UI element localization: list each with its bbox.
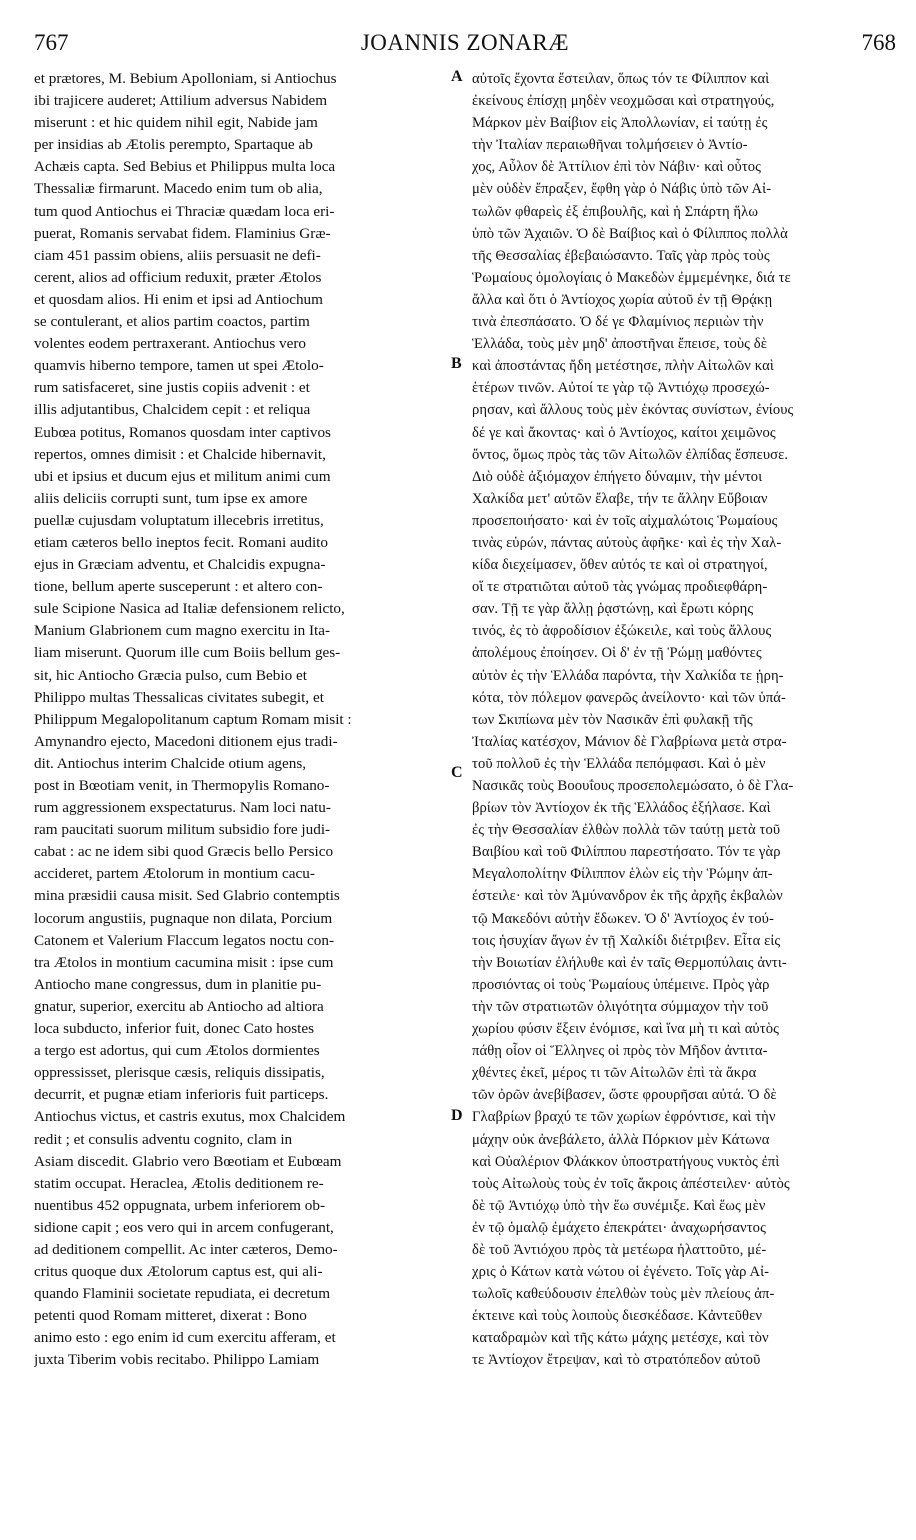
text-line: ἑτέρων τινῶν. Αὐτοί τε γὰρ τῷ Ἀντιόχῳ προσεχώ- — [472, 380, 770, 397]
text-line: ἐν τῷ ὁμαλῷ ἐμάχετο ἐπεκράτει· ἀναχωρήσαντος — [472, 1219, 766, 1236]
text-line: ὑπὸ τῶν Ἀχαιῶν. Ὁ δὲ Βαίβιος καὶ ὁ Φίλιππος πολλὰ — [472, 225, 788, 242]
text-line: volentes eodem pertraxerant. Antiochus vero — [34, 335, 307, 353]
text-line: δὲ τοῦ Ἀντιόχου πρὸς τὰ μετέωρα ἡλαττοῦτο, μέ- — [472, 1241, 767, 1258]
text-line: Νασικᾶς τοὺς Βοουΐους προσεπολεμώσατο, ὁ δὲ Γλα- — [472, 778, 794, 794]
text-line: Ἑλλάδα, τοὺς μὲν μηδ' ἀποστῆναι ἔπεισε, τοὺς δὲ — [472, 336, 768, 353]
text-line: rum aggressionem exspectaturus. Nam loci natu- — [34, 799, 331, 817]
text-line: statim occupat. Heraclea, Ætolis deditionem re- — [34, 1174, 324, 1192]
text-line: ἄλλα καὶ ὅτι ὁ Ἀντίοχος χωρία αὐτοῦ ἐν τῇ Θρᾴκῃ — [472, 291, 773, 308]
text-line: Amynandro ejecto, Macedoni ditionem ejus tradi- — [34, 732, 338, 750]
text-line: accideret, partem Ætolorum in montium cacu- — [34, 865, 315, 883]
text-line: animo esto : ego enim id cum exercitu afferam, et — [34, 1329, 336, 1347]
page-header — [34, 30, 896, 66]
text-line: δέ γε καὶ ἄκοντας· καὶ ὁ Ἀντίοχος, καίτοι χειμῶνος — [472, 424, 776, 441]
text-line: σαν. Τῇ τε γὰρ ἄλλῃ ῥᾳστώνῃ, καὶ ἔρωτι κόρης — [472, 601, 754, 618]
text-line: puellæ cujusdam voluptatum illecebris irretitus, — [34, 511, 324, 529]
text-line: petenti quod Romam mitteret, dixerat : Bono — [34, 1307, 307, 1325]
text-line: καὶ ἀποστάντας ἤδη μετέστησε, πλὴν Αἰτωλῶν καὶ — [472, 358, 774, 375]
text-line: rum satisfaceret, sine justis copiis advenit : et — [34, 379, 310, 397]
text-line: oppressisset, plerisque cæsis, reliquis dissipatis, — [34, 1064, 325, 1082]
text-line: ibi trajicere auderet; Attilium adversus Nabidem — [34, 92, 328, 110]
latin-column — [34, 68, 446, 1372]
text-line: tum quod Antiochus ei Thraciæ quædam loca eri- — [34, 202, 335, 220]
text-line: χωρίου φύσιν ἕξειν ἐνόμισε, καὶ ἵνα μὴ τι καὶ αὐτὸς — [472, 1021, 780, 1038]
text-line: repertos, omnes dimisit : et Chalcide hibernavit, — [34, 445, 326, 463]
text-line: et prætores, M. Bebium Apolloniam, si Antiochus — [34, 70, 337, 87]
section-marker-b: B — [451, 355, 462, 372]
text-line: δὲ τῷ Ἀντιόχῳ ὑπὸ τὴν ἕω συνέμιξε. Καὶ ἕως μὲν — [472, 1197, 766, 1214]
text-line: χθέντες ἐκεῖ, μέρος τι τῶν Αἰτωλῶν ἐπὶ τὰ ἄκρα — [472, 1065, 757, 1082]
text-line: Manium Glabrionem cum magno exercitu in Ita- — [34, 622, 331, 640]
text-line: quando Flaminii societate repudiata, ei decretum — [34, 1285, 331, 1303]
right-page-number: 768 — [861, 30, 896, 55]
section-marker-a: A — [451, 68, 463, 85]
text-line: loca subducto, inferior fuit, donec Cato hostes — [34, 1020, 315, 1038]
text-line: nuentibus 452 oppugnata, urbem inferiorem ob- — [34, 1196, 326, 1214]
text-line: sule Scipione Nasica ad Italiæ defensionem relicto, — [34, 600, 345, 618]
text-line: τὴν Βοιωτίαν ἐλήλυθε καὶ ἐν ταῖς Θερμοπύλαις ἀντι- — [472, 954, 787, 971]
text-line: μὲν οὐδὲν ἔπραξεν, ἔφθη γὰρ ὁ Νάβις ὑπὸ τῶν Αἰ- — [472, 181, 772, 198]
text-line: καὶ Οὐαλέριον Φλάκκον ὑποστρατήγους νυκτὸς ἐπὶ — [472, 1153, 780, 1170]
text-line: τινὰς εὑρών, πάντας αὐτοὺς ἀφῆκε· καὶ ἐς τὴν Χαλ- — [472, 534, 782, 551]
text-line: ἀπολέμους ἐποίησεν. Οἱ δ' ἐν τῇ Ῥώμῃ μαθόντες — [472, 645, 762, 662]
text-line: decurrit, et pugnæ etiam inferioris fuit particeps. — [34, 1086, 329, 1104]
text-line: Ἰταλίας κατέσχον, Μάνιον δὲ Γλαβρίωνα μετὰ στρα- — [472, 733, 787, 750]
text-line: τινός, ἐς τὸ ἀφροδίσιον ἐξώκειλε, καὶ τοὺς ἄλλους — [472, 623, 772, 640]
text-line: juxta Tiberim vobis recitabo. Philippo Lamiam — [34, 1351, 320, 1369]
text-line: Μεγαλοπολίτην Φίλιππον ἑλὼν εἰς τὴν Ῥώμην ἀπ- — [472, 866, 773, 883]
text-line: χος, Αὖλον δὲ Ἀττίλιον ἐπὶ τὸν Νάβιν· καὶ οὗτος — [472, 159, 762, 176]
text-line: quamvis hiberno tempore, tamen ut spei Ætolo- — [34, 357, 324, 375]
text-line: redit ; et consulis adventu cognito, clam in — [34, 1130, 293, 1148]
text-line: liam miserunt. Quorum ille cum Boiis bellum ges- — [34, 644, 341, 662]
text-line: sidione capit ; eos vero qui in arcem confugerant, — [34, 1218, 334, 1236]
text-line: καταδραμὼν καὶ τῆς κάτω μάχης μετέσχε, καὶ τὸν — [472, 1330, 769, 1347]
text-line: ἐκείνους ἐπίσχῃ μηδὲν νεοχμῶσαι καὶ στρατηγούς, — [472, 93, 775, 110]
text-line: προσιόντας οἱ τοὺς Ῥωμαίους ὑπέμεινε. Πρὸς γὰρ — [472, 976, 770, 993]
text-line: ram paucitati suorum militum subsidio fore judi- — [34, 821, 331, 839]
text-line: κίδα διεχείμασεν, ὅθεν αὐτός τε καὶ οἱ στρατηγοί, — [472, 557, 768, 574]
text-line: sit, hic Antiocho Græcia pulso, cum Bebio et — [34, 666, 307, 684]
text-line: Βαιβίου καὶ τοῦ Φιλίππου παρεστήσατο. Τόν τε γὰρ — [472, 844, 781, 861]
section-marker-d: D — [451, 1107, 463, 1124]
text-line: tra Ætolos in montium cacumina misit : ipse cum — [34, 953, 334, 971]
text-line: dit. Antiochus interim Chalcide otium agens, — [34, 754, 307, 772]
text-line: έκτεινε καὶ τοὺς λοιποὺς διεσκέδασε. Κἀντεῦθεν — [472, 1308, 763, 1325]
text-line: mina præsidii causa misit. Sed Glabrio contemptis — [34, 887, 340, 905]
text-line: τοις ἡσυχίαν ἄγων ἐν τῇ Χαλκίδι διέτριβεν. Εἶτα εἰς — [472, 932, 781, 949]
text-line: Antiocho mane congressus, dum in planitie pu- — [34, 975, 322, 993]
text-line: ρησαν, καὶ ἄλλους τοὺς μὲν ἑκόντας συνίστων, ἐνίους — [472, 402, 794, 419]
text-line: illis adjutantibus, Chalcidem cepit : et reliqua — [34, 401, 311, 419]
text-line: per insidias ab Ætolis perempto, Spartaque ab — [34, 136, 313, 154]
text-line: ciam 451 passim obiens, aliis persuasit ne defi- — [34, 246, 321, 264]
text-line: τωλοῖς καθεύδουσιν ἐπελθὼν τοὺς μὲν πλείους ἀπ- — [472, 1286, 775, 1303]
text-line: Achæis capta. Sed Bebius et Philippus multa loca — [34, 158, 336, 176]
greek-column — [472, 68, 882, 1372]
text-line: τινὰ ἐπεσπάσατο. Ὁ δέ γε Φλαμίνιος περιιὼν τὴν — [472, 314, 764, 331]
text-line: ubi et ipsius et ducum ejus et militum animi cum — [34, 467, 331, 485]
text-line: των Σκιπίωνα μὲν τὸν Νασικᾶν ἐπὶ φυλακῇ τῆς — [472, 711, 753, 728]
text-line: βρίων τὸν Ἀντίοχον ἐκ τῆς Ἑλλάδος ἐξήλασε. Καὶ — [472, 800, 771, 817]
text-line: Διὸ οὐδὲ ἀξιόμαχον ἐπήγετο δύναμιν, τὴν μέντοι — [472, 468, 763, 485]
text-line: Ῥωμαίους ὁμολογίαις ὁ Μακεδὼν ἐμμεμένηκε, διά τε — [472, 269, 791, 286]
running-title: JOANNIS ZONARÆ — [360, 30, 570, 55]
text-line: locorum angustiis, pugnaque non dilata, Porcium — [34, 909, 333, 927]
text-line: et quosdam alios. Hi enim et ipsi ad Antiochum — [34, 290, 323, 308]
text-line: ὄντος, ὅμως πρὸς τὰς τῶν Αἰτωλῶν ἐλπίδας ἔσπευσε. — [472, 446, 789, 463]
text-line: aliis deliciis corrupti sunt, tum ipse ex amore — [34, 489, 308, 507]
text-line: τῶν ὀρῶν ἀνεβίβασεν, ὥστε φρουρῆσαι αὐτά. Ὁ δὲ — [472, 1087, 777, 1104]
text-line: a tergo est adortus, qui cum Ætolos dormientes — [34, 1042, 320, 1060]
text-line: Catonem et Valerium Flaccum legatos noctu con- — [34, 931, 335, 949]
text-line: ejus in Græciam adventu, et Chalcidis expugna- — [34, 556, 326, 574]
text-line: puerat, Romanis servabat fidem. Flaminius Græ- — [34, 224, 331, 242]
text-line: αὐτὸν ἐς τὴν Ἑλλάδα παρόντα, τὴν Χαλκίδα τε ᾑρη- — [472, 667, 784, 684]
text-line: οἵ τε στρατιῶται αὐτοῦ τὰς γνώμας προδιεφθάρη- — [472, 579, 768, 596]
text-line: Philippum Megalopolitanum captum Romam misit : — [34, 710, 352, 728]
text-line: cabat : ac ne idem sibi quod Græcis bello Persico — [34, 843, 334, 861]
text-line: etiam cæteros bello ineptos fecit. Romani audito — [34, 533, 328, 551]
text-line: post in Bœotiam venit, in Thermopylis Romano- — [34, 777, 330, 794]
text-line: τε Ἀντίοχον ἔτρεψαν, καὶ τὸ στρατόπεδον αὐτοῦ — [472, 1352, 761, 1369]
left-page-number: 767 — [34, 30, 69, 55]
section-marker-c: C — [451, 764, 463, 781]
text-line: πάθῃ οἷον οἱ Ἕλληνες οἱ πρὸς τὸν Μῆδον ἀντιτα- — [472, 1043, 768, 1060]
text-line: Philippo multas Thessalicas civitates subegit, et — [34, 688, 324, 706]
text-line: έστειλε· καὶ τὸν Ἀμύνανδρον ἐκ τῆς ἀρχῆς ἐκβαλὼν — [472, 888, 783, 905]
text-line: τὴν Ἰταλίαν περαιωθῆναι τολμήσειεν ὁ Ἀντίο- — [472, 137, 748, 154]
text-line: Γλαβρίων βραχύ τε τῶν χωρίων ἐφρόντισε, καὶ τὴν — [472, 1109, 776, 1126]
text-line: gnatur, superior, exercitu ab Antiocho ad altiora — [34, 997, 324, 1015]
text-line: Asiam discedit. Glabrio vero Bœotiam et Eubœam — [34, 1152, 342, 1170]
text-line: μάχην οὐκ ἀνεβάλετο, ἀλλὰ Πόρκιον μὲν Κάτωνα — [472, 1131, 770, 1148]
text-line: χρις ὁ Κάτων κατὰ νώτου οἱ ἐγένετο. Τοῖς γὰρ Αἰ- — [472, 1264, 770, 1281]
text-line: cerent, alios ad officium reduxit, præter Ætolos — [34, 268, 322, 286]
text-line: se contulerant, et alios partim coactos, partim — [34, 313, 310, 331]
text-line: προσεποιήσατο· καὶ ἐν τοῖς αἰχμαλώτοις Ῥωμαίους — [472, 512, 778, 529]
text-line: ad deditionem compellit. Ac inter cæteros, Demo- — [34, 1240, 338, 1258]
text-line: αὐτοῖς ἔχοντα ἔστειλαν, ὅπως τόν τε Φίλιππον καὶ — [472, 71, 770, 87]
text-line: Thessaliæ firmarunt. Macedo enim tum ob alia, — [34, 180, 323, 198]
text-line: critus quoque dux Ætolorum captus est, qui ali- — [34, 1263, 323, 1281]
text-line: ἐς τὴν Θεσσαλίαν ἐλθὼν πολλὰ τῶν ταύτῃ μετὰ τοῦ — [472, 822, 781, 839]
text-line: Antiochus victus, et castris exutus, mox Chalcidem — [34, 1108, 346, 1126]
text-line: miserunt : et hic quidem nihil egit, Nabide jam — [34, 114, 318, 132]
text-line: τὴν τῶν στρατιωτῶν ὀλιγότητα σύμμαχον τὴν τοῦ — [472, 998, 769, 1015]
text-line: τῆς Θεσσαλίας ἐβεβαιώσαντο. Ταῖς γὰρ πρὸς τοὺς — [472, 247, 770, 264]
text-line: τωλῶν φθαρεὶς ἐξ ἐπιβουλῆς, καὶ ἡ Σπάρτη ἥλω — [472, 203, 759, 220]
text-line: tione, bellum aperte susceperunt : et altero con- — [34, 578, 323, 596]
text-line: Eubœa potitus, Romanos quosdam inter captivos — [34, 423, 331, 441]
text-line: τοὺς Αἰτωλοὺς τοὺς ἐν τοῖς ἄκροις ἀπέστειλεν· αὐτὸς — [472, 1175, 790, 1192]
text-line: τῷ Μακεδόνι αὐτὴν ἔδωκεν. Ὁ δ' Ἀντίοχος ἐν τού- — [472, 910, 774, 927]
text-line: Χαλκίδα μετ' αὐτῶν ἔλαβε, τήν τε ἄλλην Εὔβοιαν — [472, 490, 768, 507]
text-line: τοῦ πολλοῦ ἐς τὴν Ἑλλάδα πεπόμφασι. Καὶ ὁ μὲν — [472, 755, 766, 772]
text-line: Μάρκον μὲν Βαίβιον εἰς Ἀπολλωνίαν, εἰ ταύτῃ ἐς — [472, 115, 768, 132]
text-line: κότα, τὸν πόλεμον φανερῶς ἀνείλοντο· καὶ τῶν ὑπά- — [472, 689, 786, 706]
